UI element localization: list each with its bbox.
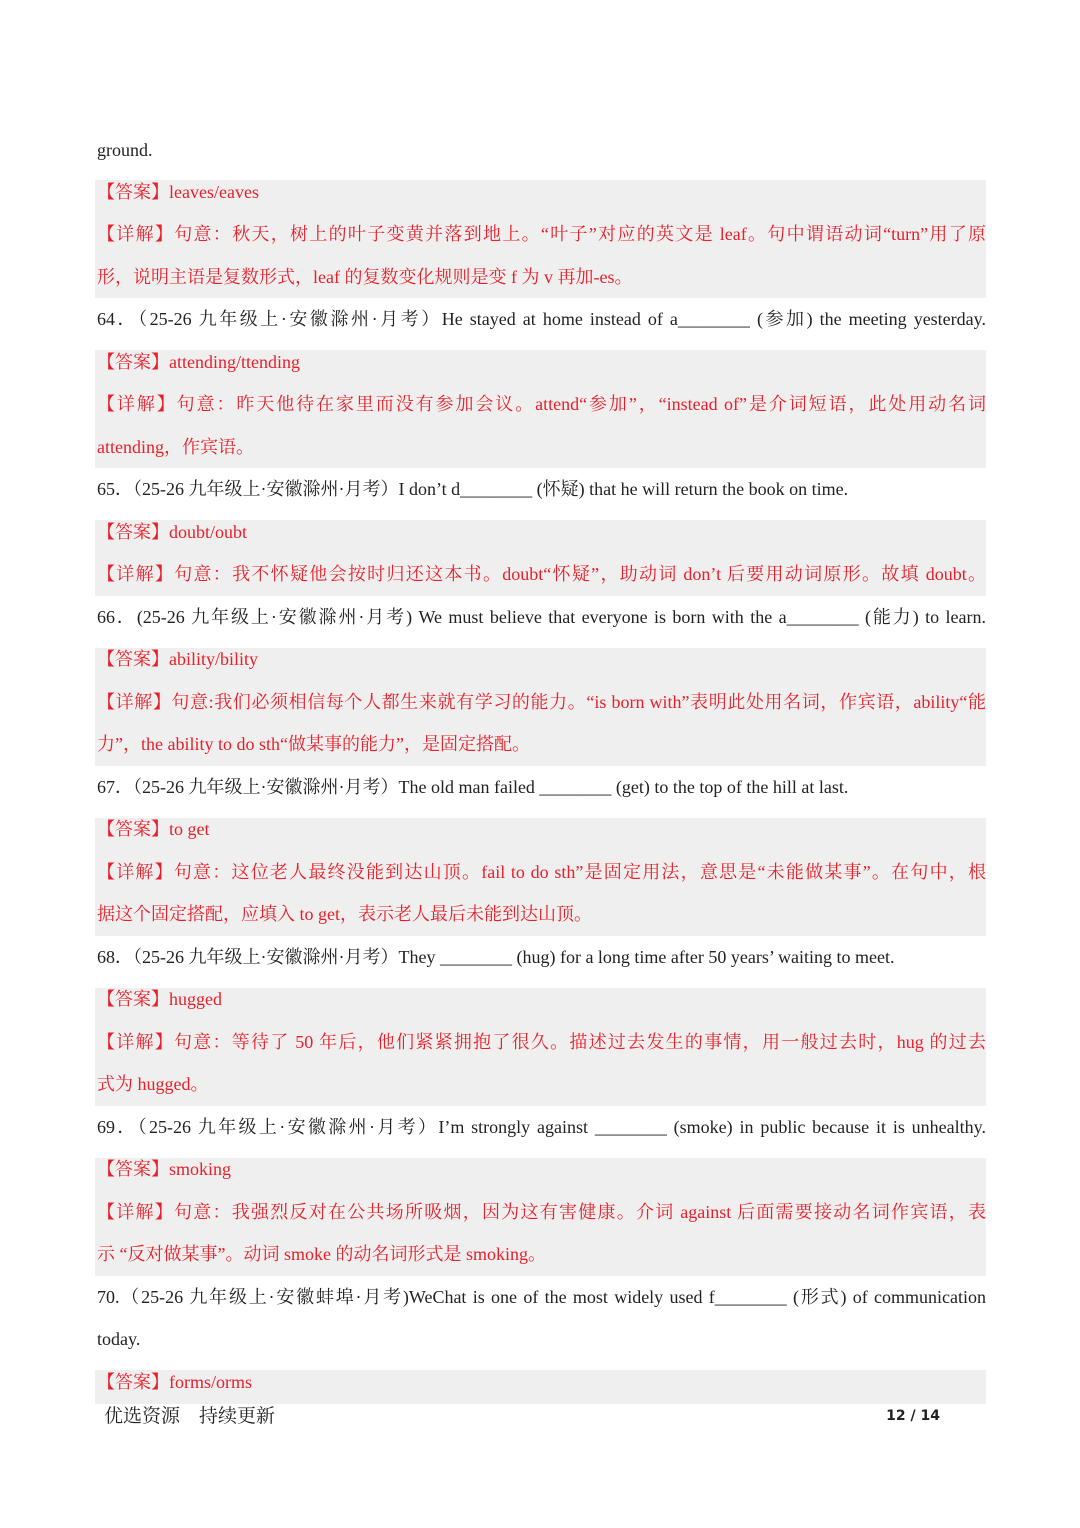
explanation-line: 【详解】句意：这位老人最终没能到达山顶。fail to do sth”是固定用法，意思是“未能做某事”。在句中，根 (97, 862, 986, 882)
question-text-continuation: ground. (97, 140, 153, 160)
footer-slogan: 优选资源 持续更新 (104, 1405, 276, 1427)
question-70: 70.（25-26 九年级上·安徽蚌埠·月考)WeChat is one of the most widely used f________ (形式) of communication (97, 1287, 986, 1307)
answer-line: 【答案】leaves/eaves (97, 182, 259, 202)
explanation-line: 力”，the ability to do sth“做某事的能力”，是固定搭配。 (97, 734, 530, 754)
answer-line: 【答案】to get (97, 819, 210, 839)
explanation-line: 【详解】句意：秋天，树上的叶子变黄并落到地上。“叶子”对应的英文是 leaf。句中谓语动词“turn”用了原 (97, 224, 986, 244)
question-64: 64．（25-26 九年级上·安徽滁州·月考）He stayed at home instead of a________ (参加) the meeting yesterday. (97, 309, 986, 329)
page-number: 12 / 14 (886, 1408, 940, 1424)
question-text-continuation: today. (97, 1329, 141, 1349)
explanation-line: 【详解】句意：我强烈反对在公共场所吸烟，因为这有害健康。介词 against 后面需要接动名词作宾语，表 (97, 1202, 986, 1222)
explanation-line: 据这个固定搭配，应填入 to get，表示老人最后未能到达山顶。 (97, 904, 592, 924)
question-69: 69．（25-26 九年级上·安徽滁州·月考）I’m strongly against ________ (smoke) in public because it is unhealthy. (97, 1117, 986, 1137)
answer-line: 【答案】doubt/oubt (97, 522, 248, 542)
explanation-line: 形，说明主语是复数形式，leaf 的复数变化规则是变 f 为 v 再加-es。 (97, 267, 633, 287)
explanation-line: 【详解】句意：等待了 50 年后，他们紧紧拥抱了很久。描述过去发生的事情，用一般过去时，hug 的过去 (97, 1032, 986, 1052)
explanation-line: 【详解】句意:我们必须相信每个人都生来就有学习的能力。“is born with”表明此处用名词，作宾语，ability“能 (97, 692, 986, 712)
explanation-line: 式为 hugged。 (97, 1074, 209, 1094)
explanation-line: 【详解】句意：昨天他待在家里而没有参加会议。attend“参加”，“instead of”是介词短语，此处用动名词 (97, 394, 986, 414)
question-68: 68．（25-26 九年级上·安徽滁州·月考）They ________ (hug) for a long time after 50 years’ waiting to meet. (97, 947, 895, 967)
question-65: 65．（25-26 九年级上·安徽滁州·月考）I don’t d________ (怀疑) that he will return the book on time. (97, 479, 849, 499)
explanation-line: attending，作宾语。 (97, 437, 254, 457)
explanation-line: 【详解】句意：我不怀疑他会按时归还这本书。doubt“怀疑”，助动词 don’t 后要用动词原形。故填 doubt。 (97, 564, 986, 584)
explanation-line: 示 “反对做某事”。动词 smoke 的动名词形式是 smoking。 (97, 1244, 546, 1264)
answer-line: 【答案】ability/bility (97, 649, 258, 669)
answer-line: 【答案】smoking (97, 1159, 232, 1179)
question-66: 66．(25-26 九年级上·安徽滁州·月考) We must believe that everyone is born with the a________ (能力) to learn. (97, 607, 986, 627)
answer-line: 【答案】attending/ttending (97, 352, 300, 372)
question-67: 67．（25-26 九年级上·安徽滁州·月考）The old man failed ________ (get) to the top of the hill at last. (97, 777, 849, 797)
answer-line: 【答案】forms/orms (97, 1372, 252, 1392)
answer-line: 【答案】hugged (97, 989, 222, 1009)
